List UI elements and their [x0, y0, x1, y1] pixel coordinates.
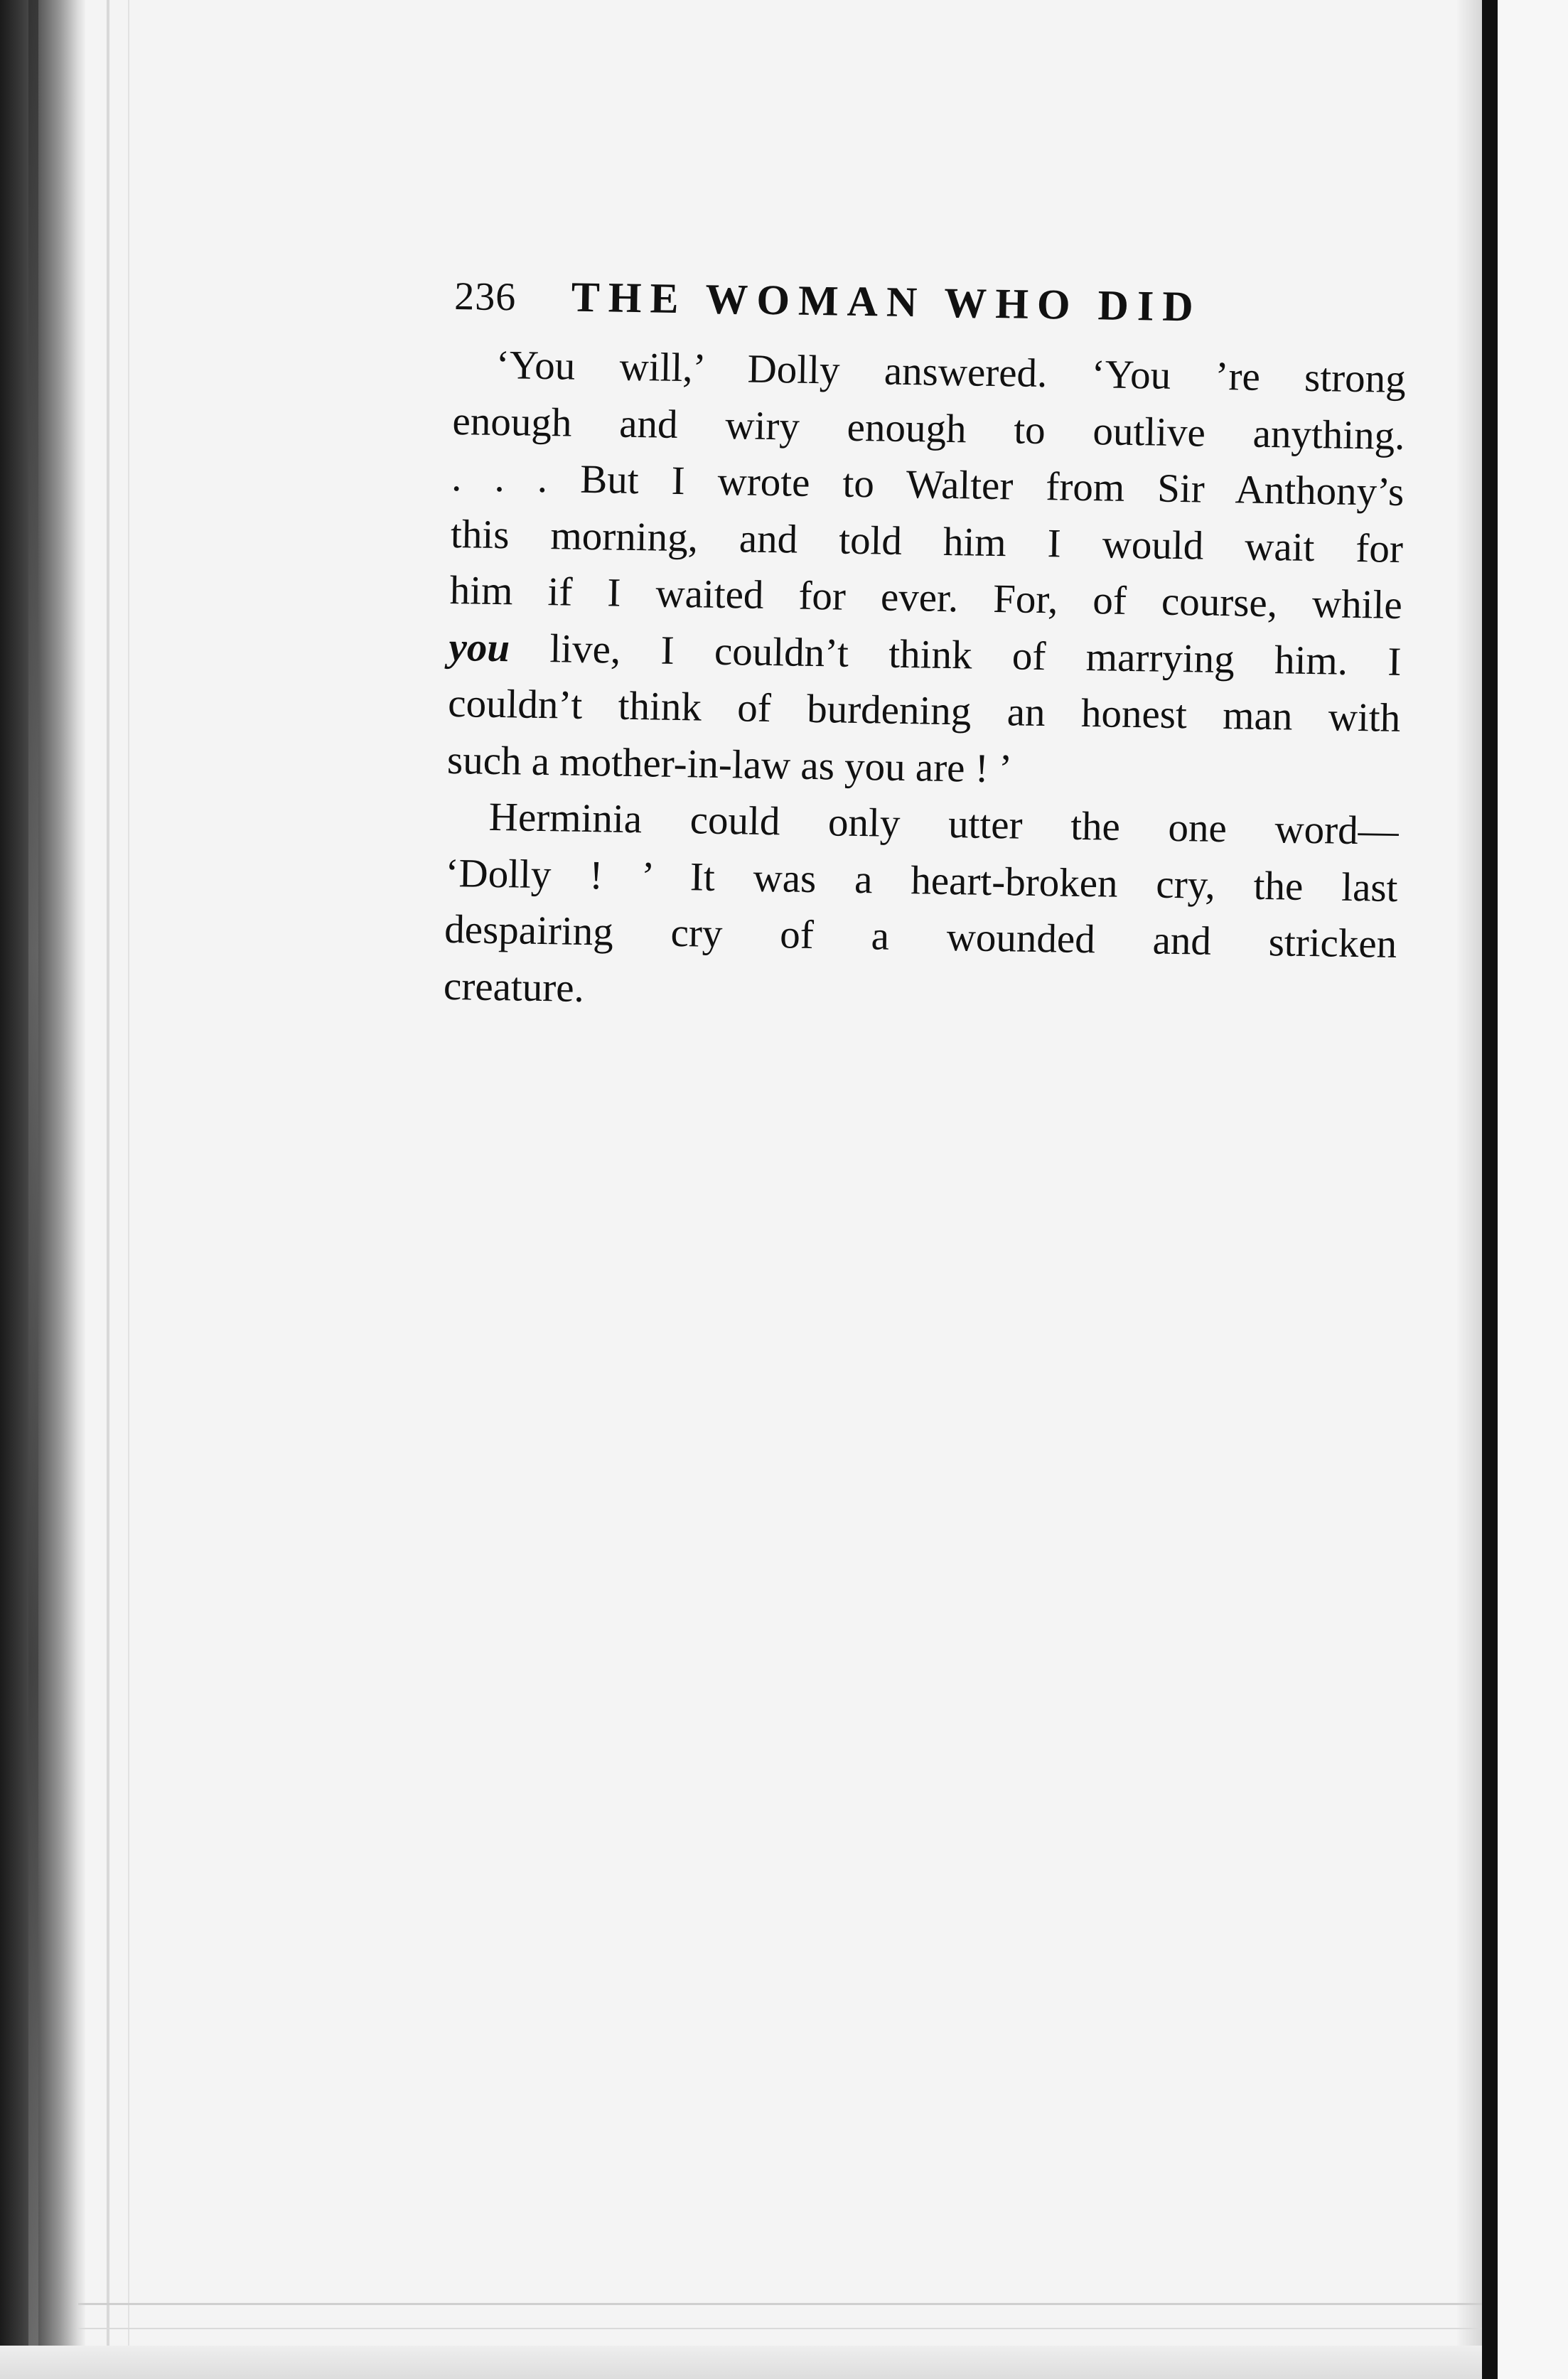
text-line: ‘You will,’ Dolly answered. ‘You ’re strong	[495, 342, 1407, 402]
text-line: this morning, and told him I would wait for	[450, 511, 1404, 571]
text-line: enough and wiry enough to outlive anything.	[452, 398, 1405, 458]
paragraph	[443, 788, 1399, 1029]
book-title: THE WOMAN WHO DID	[571, 273, 1203, 331]
right-scan-margin	[1498, 0, 1568, 2379]
text-line: creature.	[443, 963, 585, 1011]
page-edge-line	[107, 0, 109, 2379]
text-line: despairing cry of a wounded and stricken	[444, 906, 1397, 967]
text-line-rest: live, I couldn’t think of marrying him. I	[549, 625, 1402, 684]
page-bottom-edge	[78, 2328, 1482, 2329]
running-head	[454, 267, 1407, 338]
text-line: him if I waited for ever. For, of course, while	[449, 567, 1403, 628]
paragraph	[446, 336, 1406, 803]
text-line: such a mother-in-law as you are ! ’	[446, 737, 1013, 791]
page-text-block	[443, 267, 1407, 1029]
text-line: Herminia could only utter the one word—	[488, 794, 1400, 854]
scan-bottom-shade	[0, 2346, 1482, 2379]
page-edge-line	[128, 0, 129, 2379]
book-binding-edge	[0, 0, 85, 2379]
page-number: 236	[453, 274, 517, 320]
right-page-border	[1482, 0, 1498, 2379]
emphasized-word: you	[449, 624, 510, 670]
text-line: ‘Dolly ! ’ It was a heart-broken cry, the last	[445, 850, 1398, 911]
page-right-shadow	[1457, 0, 1482, 2379]
text-line: . . . But I wrote to Walter from Sir Anthony’s	[451, 454, 1405, 515]
text-line: couldn’t think of burdening an honest man with	[447, 680, 1401, 741]
binding-shadow	[28, 0, 38, 2379]
page-bottom-edge	[78, 2303, 1482, 2305]
